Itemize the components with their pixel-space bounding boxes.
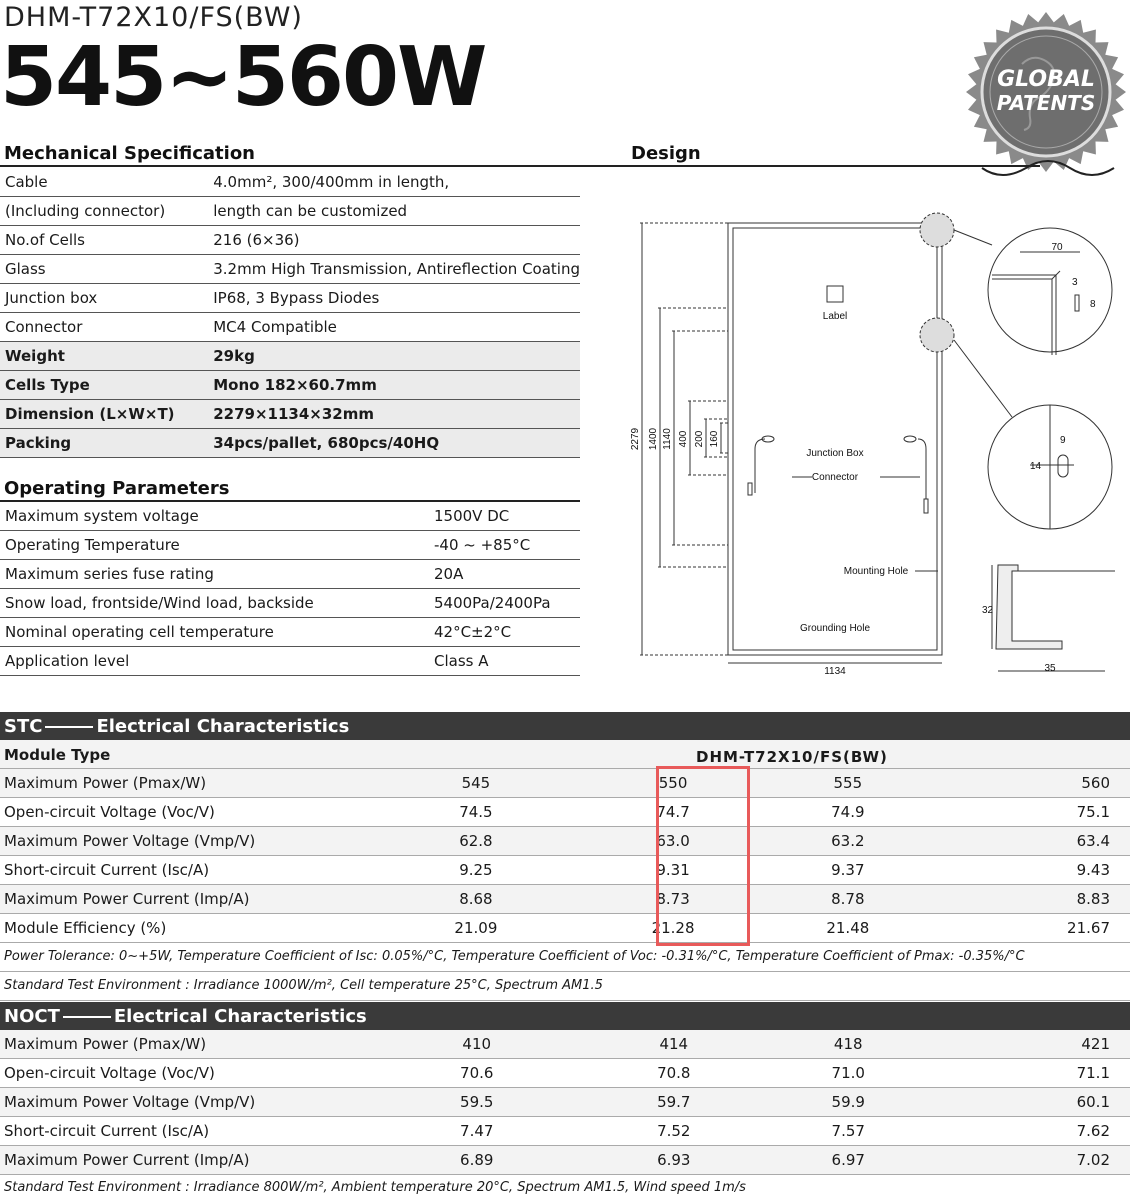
label-callout: Label bbox=[822, 311, 848, 322]
spec-label: Connector bbox=[0, 313, 208, 342]
spec-row bbox=[0, 226, 580, 255]
stc-value: 560 bbox=[935, 769, 1130, 798]
dim-400: 400 bbox=[678, 430, 689, 448]
junction-box-callout: Junction Box bbox=[806, 448, 864, 459]
noct-value: 7.47 bbox=[367, 1117, 587, 1146]
panel-outline bbox=[728, 223, 942, 655]
noct-row bbox=[0, 1117, 1130, 1146]
noct-value: 7.57 bbox=[761, 1117, 935, 1146]
operating-row bbox=[0, 502, 580, 531]
noct-value: 60.1 bbox=[935, 1088, 1130, 1117]
badge-line-2: PATENTS bbox=[996, 91, 1096, 115]
spec-row bbox=[0, 255, 580, 284]
mechanical-title: Mechanical Specification bbox=[4, 143, 255, 164]
design-title: Design bbox=[631, 143, 701, 164]
spec-row bbox=[0, 284, 580, 313]
noct-value: 59.5 bbox=[367, 1088, 587, 1117]
spec-row bbox=[0, 429, 580, 458]
stc-row bbox=[0, 827, 1130, 856]
operating-value: 20A bbox=[429, 560, 580, 589]
operating-row bbox=[0, 531, 580, 560]
noct-note: Standard Test Environment : Irradiance 800W/m², Ambient temperature 20°C, Spectrum AM1.5, Wind speed 1m/s bbox=[4, 1180, 746, 1195]
dim-35: 35 bbox=[1044, 663, 1056, 674]
dim-9: 9 bbox=[1060, 435, 1066, 446]
operating-label: Operating Temperature bbox=[0, 531, 429, 560]
noct-label: Short-circuit Current (Isc/A) bbox=[0, 1117, 367, 1146]
stc-value: 21.09 bbox=[366, 914, 586, 943]
stc-label: Maximum Power Current (Imp/A) bbox=[0, 885, 366, 914]
mounting-hole-callout: Mounting Hole bbox=[843, 566, 909, 577]
module-type-label: Module Type bbox=[4, 746, 111, 764]
dim-160: 160 bbox=[709, 430, 720, 448]
spec-row bbox=[0, 313, 580, 342]
stc-value: 8.83 bbox=[935, 885, 1130, 914]
module-type-value: DHM-T72X10/FS(BW) bbox=[696, 748, 888, 766]
global-patents-badge bbox=[962, 4, 1130, 186]
spec-value: IP68, 3 Bypass Diodes bbox=[208, 284, 580, 313]
operating-value: Class A bbox=[429, 647, 580, 676]
stc-note-2: Standard Test Environment : Irradiance 1000W/m², Cell temperature 25°C, Spectrum AM1.5 bbox=[0, 972, 1130, 1001]
operating-label: Snow load, frontside/Wind load, backside bbox=[0, 589, 429, 618]
stc-value: 21.67 bbox=[935, 914, 1130, 943]
mechanical-table bbox=[0, 168, 580, 458]
operating-value: 42°C±2°C bbox=[429, 618, 580, 647]
module-type-row bbox=[0, 740, 1130, 769]
dim-8: 8 bbox=[1090, 299, 1096, 310]
dim-width: 1134 bbox=[824, 666, 846, 677]
noct-prefix: NOCT bbox=[4, 1006, 60, 1027]
spec-label: Cable bbox=[0, 168, 208, 197]
operating-row bbox=[0, 589, 580, 618]
design-drawing bbox=[620, 205, 1125, 680]
operating-label: Maximum series fuse rating bbox=[0, 560, 429, 589]
stc-note-1: Power Tolerance: 0~+5W, Temperature Coefficient of Isc: 0.05%/°C, Temperature Coefficient of Voc: -0.31%/°C, Temperature Coefficient of Pmax: -0.35%/°C bbox=[0, 943, 1130, 972]
spec-label: Dimension (L×W×T) bbox=[0, 400, 208, 429]
connector-callout: Connector bbox=[811, 472, 859, 483]
spec-value: Mono 182×60.7mm bbox=[208, 371, 580, 400]
operating-value: 5400Pa/2400Pa bbox=[429, 589, 580, 618]
noct-value: 71.0 bbox=[761, 1059, 935, 1088]
stc-value: 8.73 bbox=[586, 885, 761, 914]
stc-label: Open-circuit Voltage (Voc/V) bbox=[0, 798, 366, 827]
stc-row bbox=[0, 914, 1130, 943]
noct-row bbox=[0, 1146, 1130, 1175]
stc-value: 555 bbox=[760, 769, 935, 798]
stc-label: Short-circuit Current (Isc/A) bbox=[0, 856, 366, 885]
stc-value: 63.0 bbox=[586, 827, 761, 856]
noct-label: Open-circuit Voltage (Voc/V) bbox=[0, 1059, 367, 1088]
noct-value: 6.97 bbox=[761, 1146, 935, 1175]
stc-value: 74.9 bbox=[760, 798, 935, 827]
spec-row bbox=[0, 168, 580, 197]
model-name: DHM-T72X10/FS(BW) bbox=[4, 2, 303, 33]
noct-value: 59.9 bbox=[761, 1088, 935, 1117]
noct-value: 7.62 bbox=[935, 1117, 1130, 1146]
dim-length: 2279 bbox=[630, 427, 641, 451]
operating-label: Application level bbox=[0, 647, 429, 676]
noct-row bbox=[0, 1088, 1130, 1117]
stc-label: Module Efficiency (%) bbox=[0, 914, 366, 943]
operating-row bbox=[0, 647, 580, 676]
stc-label: Maximum Power (Pmax/W) bbox=[0, 769, 366, 798]
spec-label: Junction box bbox=[0, 284, 208, 313]
spec-value: length can be customized bbox=[208, 197, 580, 226]
stc-value: 74.5 bbox=[366, 798, 586, 827]
stc-header bbox=[0, 712, 1130, 740]
spec-row bbox=[0, 371, 580, 400]
noct-label: Maximum Power Current (Imp/A) bbox=[0, 1146, 367, 1175]
operating-label: Maximum system voltage bbox=[0, 502, 429, 531]
noct-value: 7.52 bbox=[587, 1117, 761, 1146]
operating-row bbox=[0, 618, 580, 647]
noct-table bbox=[0, 1030, 1130, 1175]
grounding-hole-callout: Grounding Hole bbox=[799, 623, 871, 634]
noct-value: 418 bbox=[761, 1030, 935, 1059]
highlight-box bbox=[656, 766, 750, 946]
dim-1400: 1400 bbox=[648, 427, 659, 451]
operating-value: -40 ~ +85°C bbox=[429, 531, 580, 560]
spec-value: 4.0mm², 300/400mm in length, bbox=[208, 168, 580, 197]
spec-row bbox=[0, 197, 580, 226]
spec-value: MC4 Compatible bbox=[208, 313, 580, 342]
noct-value: 421 bbox=[935, 1030, 1130, 1059]
noct-value: 410 bbox=[367, 1030, 587, 1059]
noct-value: 59.7 bbox=[587, 1088, 761, 1117]
noct-value: 70.8 bbox=[587, 1059, 761, 1088]
spec-value: 2279×1134×32mm bbox=[208, 400, 580, 429]
badge-line-1: GLOBAL bbox=[997, 67, 1095, 92]
stc-prefix: STC bbox=[4, 716, 43, 737]
stc-value: 9.37 bbox=[760, 856, 935, 885]
spec-value: 29kg bbox=[208, 342, 580, 371]
noct-label: Maximum Power (Pmax/W) bbox=[0, 1030, 367, 1059]
noct-header bbox=[0, 1002, 1130, 1030]
power-range: 545~560W bbox=[0, 30, 486, 125]
noct-value: 70.6 bbox=[367, 1059, 587, 1088]
section-divider bbox=[0, 165, 1040, 167]
noct-label: Maximum Power Voltage (Vmp/V) bbox=[0, 1088, 367, 1117]
spec-label: (Including connector) bbox=[0, 197, 208, 226]
operating-label: Nominal operating cell temperature bbox=[0, 618, 429, 647]
stc-value: 63.4 bbox=[935, 827, 1130, 856]
spec-label: Packing bbox=[0, 429, 208, 458]
dim-14: 14 bbox=[1030, 461, 1042, 472]
stc-value: 550 bbox=[586, 769, 761, 798]
stc-value: 63.2 bbox=[760, 827, 935, 856]
stc-value: 74.7 bbox=[586, 798, 761, 827]
stc-value: 8.68 bbox=[366, 885, 586, 914]
dim-200: 200 bbox=[694, 430, 705, 448]
stc-row bbox=[0, 856, 1130, 885]
noct-value: 71.1 bbox=[935, 1059, 1130, 1088]
operating-row bbox=[0, 560, 580, 589]
stc-value: 8.78 bbox=[760, 885, 935, 914]
stc-value: 9.43 bbox=[935, 856, 1130, 885]
stc-value: 9.31 bbox=[586, 856, 761, 885]
stc-value: 21.28 bbox=[586, 914, 761, 943]
spec-value: 216 (6×36) bbox=[208, 226, 580, 255]
stc-value: 21.48 bbox=[760, 914, 935, 943]
stc-table bbox=[0, 769, 1130, 943]
operating-value: 1500V DC bbox=[429, 502, 580, 531]
spec-value: 3.2mm High Transmission, Antireflection Coating bbox=[208, 255, 580, 284]
noct-row bbox=[0, 1059, 1130, 1088]
dim-1140: 1140 bbox=[662, 428, 673, 450]
dim-3: 3 bbox=[1072, 277, 1078, 288]
dim-32: 32 bbox=[982, 605, 994, 616]
spec-row bbox=[0, 400, 580, 429]
dim-70: 70 bbox=[1051, 242, 1063, 253]
noct-value: 6.93 bbox=[587, 1146, 761, 1175]
noct-value: 6.89 bbox=[367, 1146, 587, 1175]
spec-label: No.of Cells bbox=[0, 226, 208, 255]
stc-label: Maximum Power Voltage (Vmp/V) bbox=[0, 827, 366, 856]
stc-row bbox=[0, 885, 1130, 914]
noct-row bbox=[0, 1030, 1130, 1059]
operating-title: Operating Parameters bbox=[4, 478, 230, 499]
stc-value: 545 bbox=[366, 769, 586, 798]
noct-value: 414 bbox=[587, 1030, 761, 1059]
spec-label: Weight bbox=[0, 342, 208, 371]
stc-row bbox=[0, 769, 1130, 798]
stc-title: Electrical Characteristics bbox=[96, 716, 350, 737]
noct-value: 7.02 bbox=[935, 1146, 1130, 1175]
stc-value: 62.8 bbox=[366, 827, 586, 856]
noct-title: Electrical Characteristics bbox=[113, 1006, 367, 1027]
stc-value: 75.1 bbox=[935, 798, 1130, 827]
spec-row bbox=[0, 342, 580, 371]
spec-value: 34pcs/pallet, 680pcs/40HQ bbox=[208, 429, 580, 458]
spec-label: Cells Type bbox=[0, 371, 208, 400]
stc-row bbox=[0, 798, 1130, 827]
spec-label: Glass bbox=[0, 255, 208, 284]
stc-value: 9.25 bbox=[366, 856, 586, 885]
operating-table bbox=[0, 502, 580, 676]
